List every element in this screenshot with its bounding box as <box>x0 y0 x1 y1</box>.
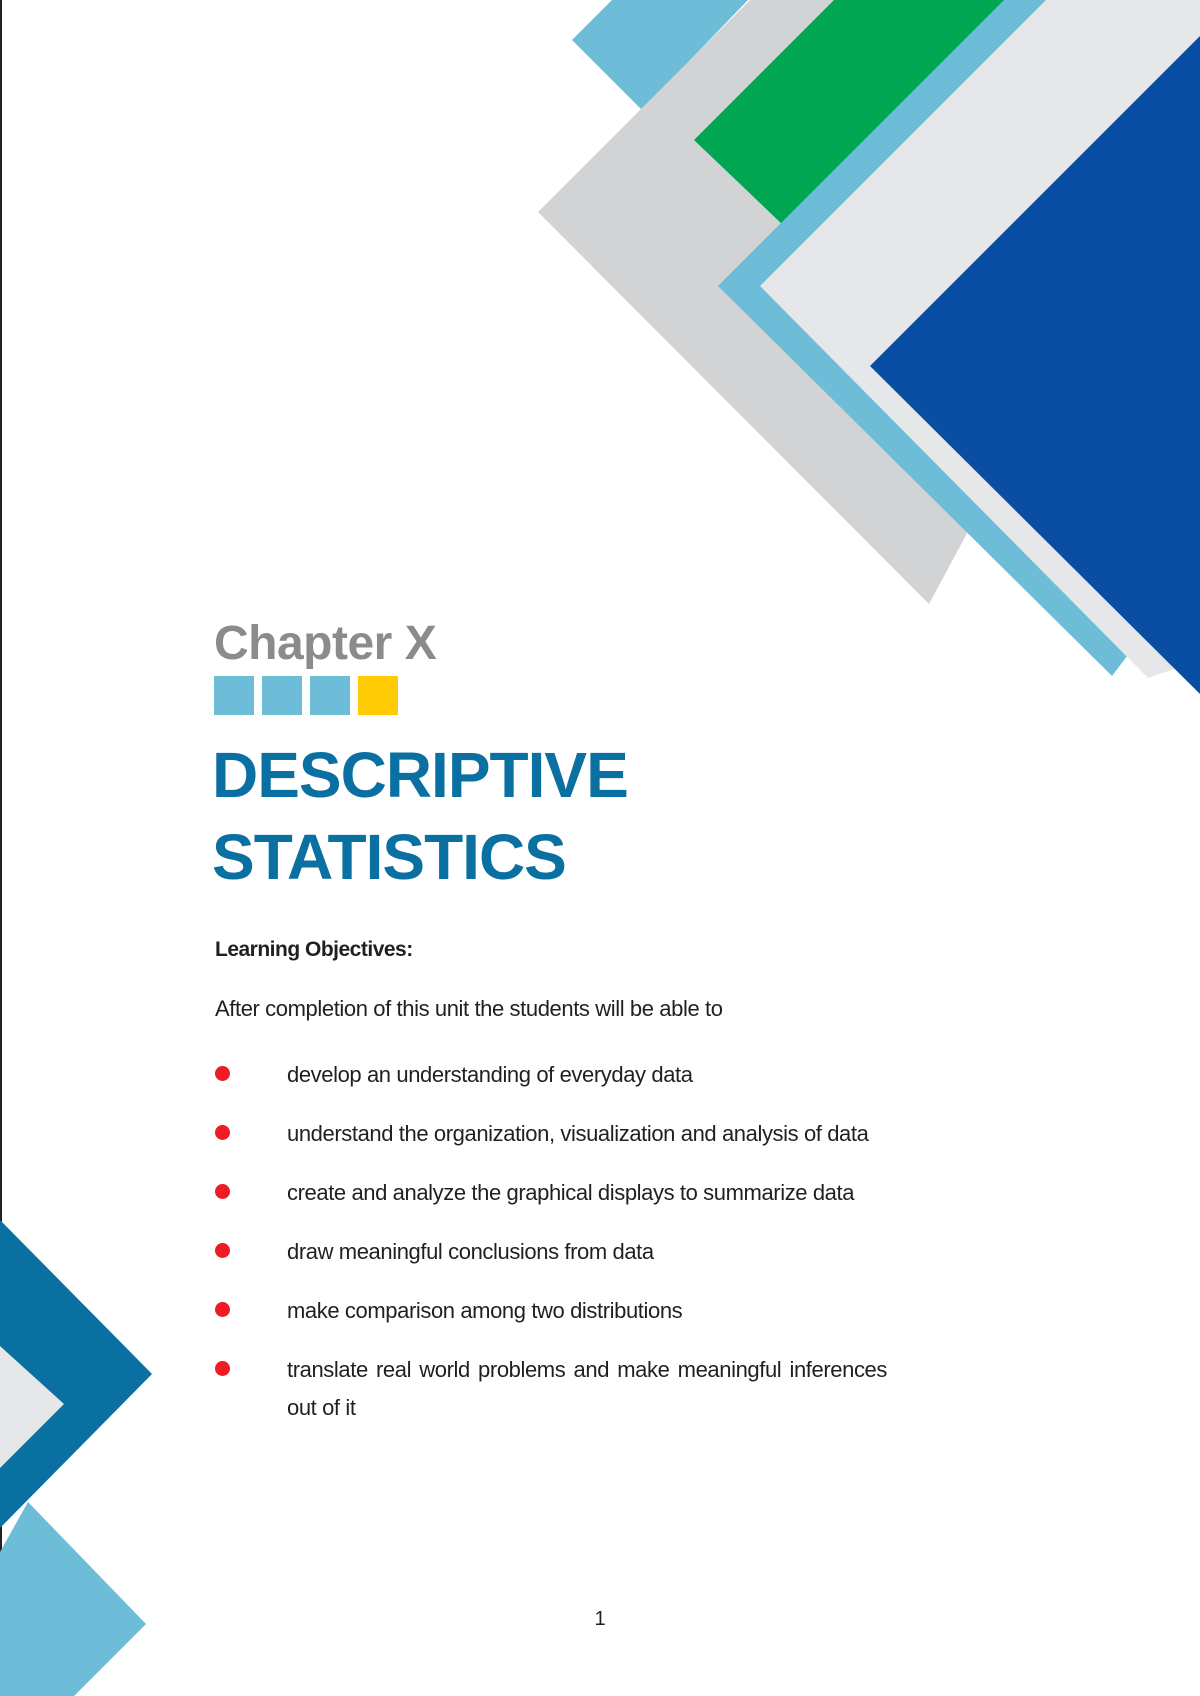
bullet-icon <box>215 1184 230 1199</box>
objective-item <box>215 1056 887 1094</box>
page-number: 1 <box>594 1608 606 1630</box>
objectives-list <box>215 1056 887 1448</box>
chapter-title-line-1: DESCRIPTIVE <box>212 739 628 811</box>
deco-light-blue-left <box>0 1502 146 1696</box>
objective-item <box>215 1351 887 1427</box>
chapter-square-3 <box>310 676 350 715</box>
objective-item <box>215 1292 887 1330</box>
chapter-title <box>212 734 628 898</box>
learning-objectives-heading: Learning Objectives: <box>215 938 413 961</box>
objectives-intro: After completion of this unit the students will be able to <box>215 996 723 1021</box>
objective-text: draw meaningful conclusions from data <box>287 1239 654 1264</box>
objective-text: make comparison among two distributions <box>287 1298 683 1323</box>
objective-item <box>215 1174 887 1212</box>
bullet-icon <box>215 1066 230 1081</box>
chapter-square-4 <box>358 676 398 715</box>
bullet-icon <box>215 1243 230 1258</box>
objective-text: understand the organization, visualization and analysis of data <box>287 1121 869 1146</box>
objective-text: develop an understanding of everyday data <box>287 1062 693 1087</box>
objective-text: create and analyze the graphical displays to summarize data <box>287 1180 855 1205</box>
objective-item <box>215 1115 887 1153</box>
objective-text: translate real world problems and make meaningful inferences out of it <box>287 1357 887 1420</box>
chapter-squares <box>214 676 398 715</box>
bullet-icon <box>215 1125 230 1140</box>
bullet-icon <box>215 1302 230 1317</box>
chapter-square-2 <box>262 676 302 715</box>
chapter-title-line-2: STATISTICS <box>212 821 566 893</box>
objective-item <box>215 1233 887 1271</box>
chapter-label: Chapter X <box>214 617 437 670</box>
chapter-square-1 <box>214 676 254 715</box>
bullet-icon <box>215 1361 230 1376</box>
